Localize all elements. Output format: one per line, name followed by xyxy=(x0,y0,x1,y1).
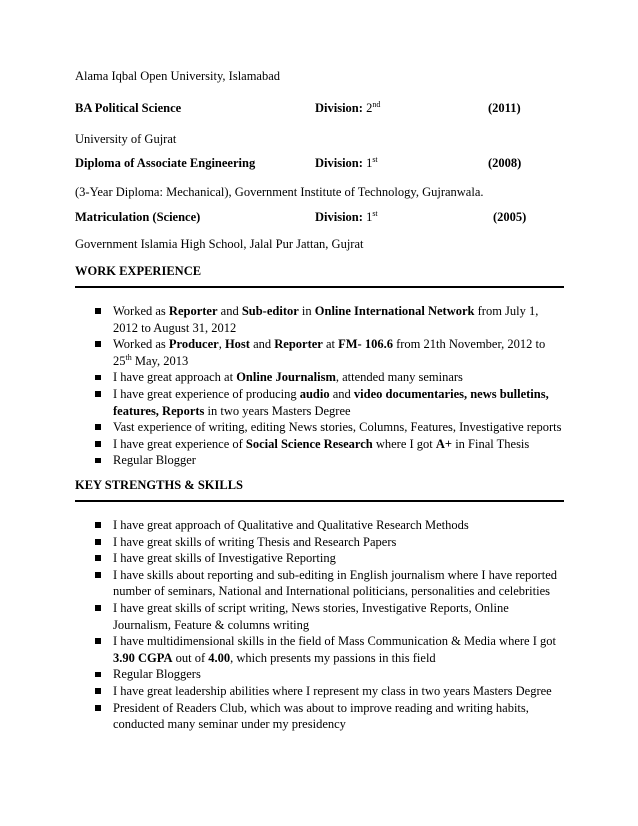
year-matric: (2005) xyxy=(493,210,527,224)
institution-git: (3-Year Diploma: Mechanical), Government Institute of Technology, Gujranwala. xyxy=(75,185,484,199)
square-bullet-icon xyxy=(95,375,101,381)
list-item: Worked as Reporter and Sub-editor in Online International Network from July 1, 2012 to August 31, 2012 xyxy=(75,303,565,336)
skills-heading: KEY STRENGTHS & SKILLS xyxy=(75,478,243,492)
list-item: I have great skills of Investigative Reporting xyxy=(75,550,565,567)
square-bullet-icon xyxy=(95,308,101,314)
square-bullet-icon xyxy=(95,341,101,347)
skills-list xyxy=(75,517,565,733)
work-experience-heading: WORK EXPERIENCE xyxy=(75,264,202,278)
education-row-ba xyxy=(75,101,565,117)
list-item: Vast experience of writing, editing News stories, Columns, Features, Investigative reports xyxy=(75,419,565,436)
square-bullet-icon xyxy=(95,572,101,578)
year-diploma: (2008) xyxy=(488,156,522,170)
square-bullet-icon xyxy=(95,555,101,561)
division-ba: Division: 2nd xyxy=(315,100,381,115)
list-item: I have great approach at Online Journalism, attended many seminars xyxy=(75,369,565,386)
work-experience-list xyxy=(75,303,565,469)
square-bullet-icon xyxy=(95,539,101,545)
square-bullet-icon xyxy=(95,705,101,711)
list-item: President of Readers Club, which was about to improve reading and writing habits, conducted many seminar under my presidency xyxy=(75,700,565,733)
list-item: I have multidimensional skills in the field of Mass Communication & Media where I got 3.90 CGPA out of 4.00, which presents my passions in this field xyxy=(75,633,565,666)
degree-matric: Matriculation (Science) xyxy=(75,210,201,224)
education-row-matric xyxy=(75,210,565,226)
square-bullet-icon xyxy=(95,688,101,694)
square-bullet-icon xyxy=(95,605,101,611)
square-bullet-icon xyxy=(95,424,101,430)
institution-uog: University of Gujrat xyxy=(75,132,177,146)
square-bullet-icon xyxy=(95,441,101,447)
list-item: I have great skills of script writing, News stories, Investigative Reports, Online Journalism, Feature & columns writing xyxy=(75,600,565,633)
square-bullet-icon xyxy=(95,672,101,678)
degree-diploma: Diploma of Associate Engineering xyxy=(75,156,256,170)
institution-school: Government Islamia High School, Jalal Pur Jattan, Gujrat xyxy=(75,237,364,251)
square-bullet-icon xyxy=(95,458,101,464)
degree-ba: BA Political Science xyxy=(75,101,182,115)
institution-aiou: Alama Iqbal Open University, Islamabad xyxy=(75,69,281,83)
square-bullet-icon xyxy=(95,522,101,528)
division-diploma: Division: 1st xyxy=(315,155,378,170)
list-item: I have skills about reporting and sub-editing in English journalism where I have reported number of seminars, National and International politicians, personalities and celebrities xyxy=(75,567,565,600)
education-row-diploma xyxy=(75,156,565,172)
square-bullet-icon xyxy=(95,638,101,644)
list-item: I have great approach of Qualitative and Qualitative Research Methods xyxy=(75,517,565,534)
division-matric: Division: 1st xyxy=(315,209,378,224)
list-item: I have great experience of producing audio and video documentaries, news bulletins, features, Reports in two years Masters Degree xyxy=(75,386,565,419)
list-item: I have great experience of Social Science Research where I got A+ in Final Thesis xyxy=(75,436,565,453)
list-item: I have great skills of writing Thesis and Research Papers xyxy=(75,534,565,551)
work-divider xyxy=(75,286,564,288)
square-bullet-icon xyxy=(95,391,101,397)
skills-divider xyxy=(75,500,564,502)
list-item: Regular Bloggers xyxy=(75,666,565,683)
list-item: I have great leadership abilities where I represent my class in two years Masters Degree xyxy=(75,683,565,700)
year-ba: (2011) xyxy=(488,101,521,115)
list-item: Regular Blogger xyxy=(75,452,565,469)
list-item: Worked as Producer, Host and Reporter at FM- 106.6 from 21th November, 2012 to 25th May, 2013 xyxy=(75,336,565,369)
